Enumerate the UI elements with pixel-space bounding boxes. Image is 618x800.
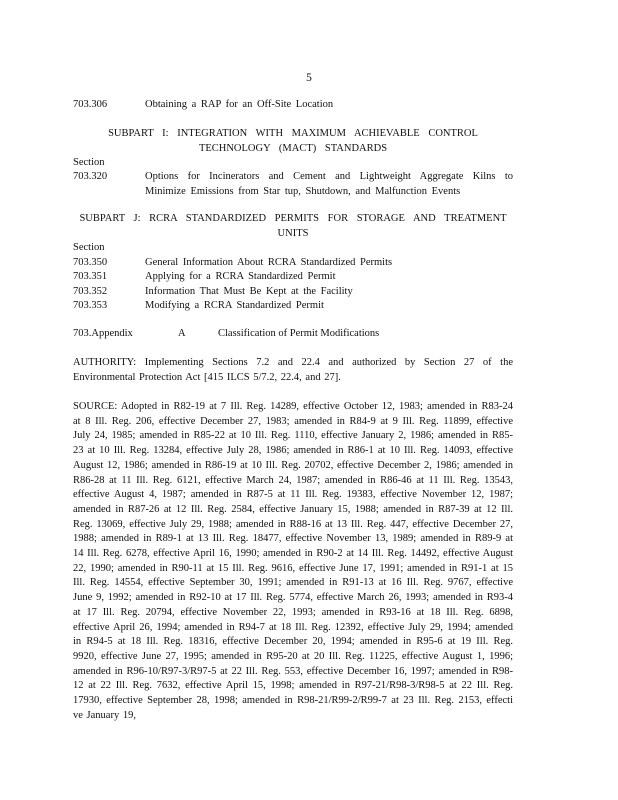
section-label: Section xyxy=(73,157,105,168)
subpart-i-heading: SUBPART I: INTEGRATION WITH MAXIMUM ACHIEVABLE CONTROL TECHNOLOGY (MACT) STANDARDS xyxy=(108,128,478,154)
authority-note: AUTHORITY: Implementing Sections 7.2 and 22.4 and authorized by Section 27 of the Environmental Protection Act [415 ILCS 5/7.2, 22.4, and 27]. xyxy=(73,357,513,383)
appendix-title: Classification of Permit Modifications xyxy=(218,328,380,339)
section-title: Information That Must Be Kept at the Facility xyxy=(145,286,353,297)
section-title: Obtaining a RAP for an Off-Site Location xyxy=(145,99,334,110)
page-number: 5 xyxy=(306,72,312,84)
section-number: 703.352 xyxy=(73,286,108,297)
section-number: 703.350 xyxy=(73,257,108,268)
section-title: Modifying a RCRA Standardized Permit xyxy=(145,300,324,311)
appendix-letter: A xyxy=(178,328,186,339)
section-number: 703.320 xyxy=(73,171,108,182)
section-number: 703.306 xyxy=(73,99,108,110)
section-number: 703.353 xyxy=(73,300,108,311)
section-title: General Information About RCRA Standardized Permits xyxy=(145,257,393,268)
appendix-number: 703.Appendix xyxy=(73,328,133,339)
source-note: SOURCE: Adopted in R82-19 at 7 Ill. Reg. 14289, effective October 12, 1983; amended in R83-24 at 8 Ill. Reg. 206, effective December 27, 1983; amended in R84-9 at 9 Ill. Reg. 11899, effective July 24, 1985; amended in R85-22 at 10 Ill. Reg. 1110, effective January 2, 1986; amended in R85-23 at 10 Ill. Reg. 13284, effective July 28, 1986; amended in R86-1 at 10 Ill. Reg. 14093, effective August 12, 1986; amended in R86-19 at 10 Ill. Reg. 20702, effective December 2, 1986; amended in R86-28 at 11 Ill. Reg. 6121, effective March 24, 1987; amended in R86-46 at 11 Ill. Reg. 13543, effective August 4, 1987; amended in R87-5 at 11 Ill. Reg. 19383, effective November 12, 1987; amended in R87-26 at 12 Ill. Reg. 2584, effective January 15, 1988; amended in R87-39 at 12 Ill. Reg. 13069, effective July 29, 1988; amended in R88-16 at 13 Ill. Reg. 447, effective December 27, 1988; amended in R89-1 at 13 Ill. Reg. 18477, effective November 13, 1989; amended in R89-9 at 14 Ill. Reg. 6278, effective April 16, 1990; amended in R90-2 at 14 Ill. Reg. 14492, effective August 22, 1990; amended in R90-11 at 15 Ill. Reg. 9616, effective June 17, 1991; amended in R91-1 at 15 Ill. Reg. 14554, effective September 30, 1991; amended in R91-13 at 16 Ill. Reg. 9767, effective June 9, 1992; amended in R92-10 at 17 Ill. Reg. 5774, effective March 26, 1993; amended in R93-4 at 17 Ill. Reg. 20794, effective November 22, 1993; amended in R93-16 at 18 Ill. Reg. 6898, effective April 26, 1994; amended in R94-7 at 18 Ill. Reg. 12392, effective July 29, 1994; amended in R94-5 at 18 Ill. Reg. 18316, effective December 20, 1994; amended in R95-6 at 19 Ill. Reg. 9920, effective June 27, 1995; amended in R95-20 at 20 Ill. Reg. 11225, effective August 1, 1996; amended in R96-10/R97-3/R97-5 at 22 Ill. Reg. 553, effective December 16, 1997; amended in R98-12 at 22 Ill. Reg. 7632, effective April 15, 1998; amended in R97-21/R98-3/R98-5 at 22 Ill. Reg. 17930, effective September 28, 1998; amended in R98-21/R99-2/R99-7 at 23 Ill. Reg. 2153, effecti ve January 19, xyxy=(73,401,513,721)
section-number: 703.351 xyxy=(73,271,108,282)
section-title: Applying for a RCRA Standardized Permit xyxy=(145,271,336,282)
subpart-j-heading: SUBPART J: RCRA STANDARDIZED PERMITS FOR STORAGE AND TREATMENT UNITS xyxy=(79,213,507,239)
toc-entry-appendix-a xyxy=(73,327,379,342)
section-label: Section xyxy=(73,242,105,253)
section-title: Options for Incinerators and Cement and Lightweight Aggregate Kilns to Minimize Emissions from Star tup, Shutdown, and Malfunction Events xyxy=(145,171,513,197)
